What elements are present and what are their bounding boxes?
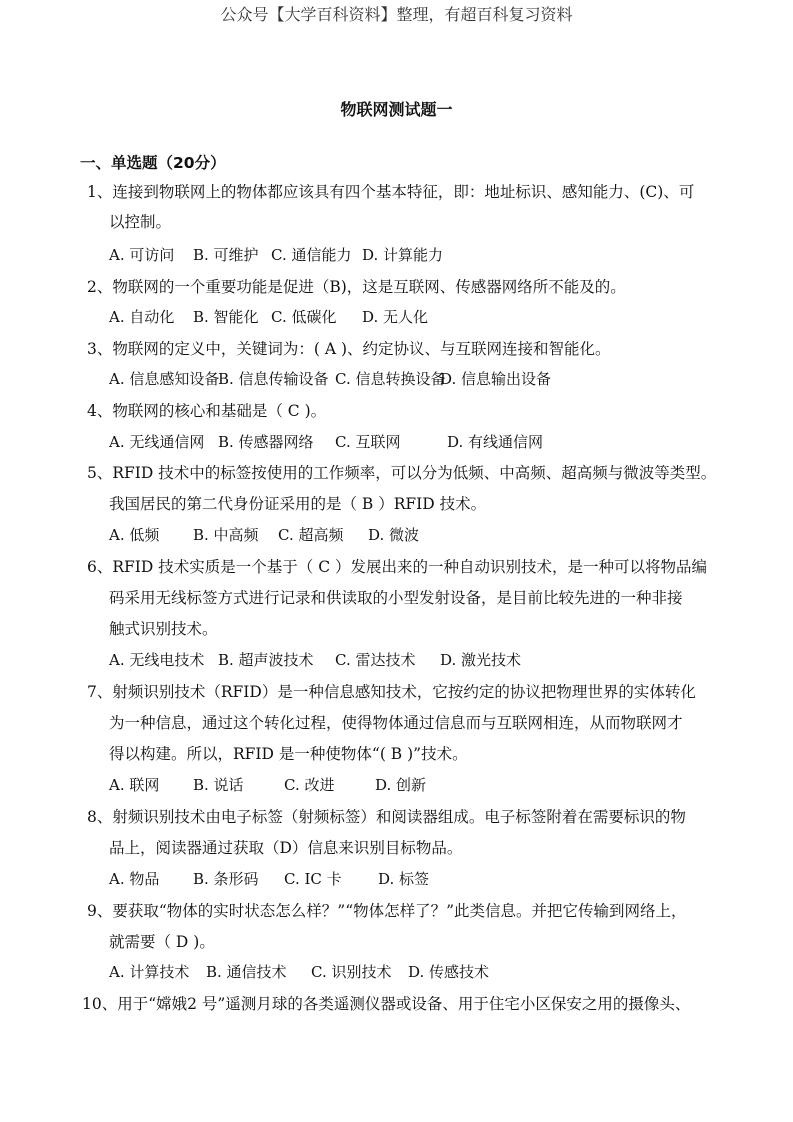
question-text-line: 就需要（ D )。: [109, 933, 215, 951]
question-text-line: 9、要获取“物体的实时状态怎么样？”“物体怎样了？”此类信息。并把它传输到网络上，: [87, 902, 687, 920]
option-c: C. 通信能力: [271, 246, 352, 264]
option-c: C. 信息转换设备: [335, 370, 446, 388]
question-text-line: 触式识别技术。: [109, 620, 218, 638]
option-a: A. 无线电技术: [109, 651, 205, 669]
question-text-line: 2、物联网的一个重要功能是促进（B)，这是互联网、传感器网络所不能及的。: [87, 278, 626, 296]
option-d: D. 有线通信网: [447, 433, 544, 451]
option-c: C. 识别技术: [311, 963, 392, 981]
option-a: A. 无线通信网: [109, 433, 205, 451]
question-text-line: 10、用于“嫦娥2 号”遥测月球的各类遥测仪器或设备、用于住宅小区保安之用的摄像头、: [82, 995, 691, 1013]
option-d: D. 微波: [368, 526, 420, 544]
option-b: B. 通信技术: [206, 963, 287, 981]
question-text-line: 1、连接到物联网上的物体都应该具有四个基本特征，即：地址标识、感知能力、(C)、可: [87, 183, 695, 201]
document-title: 物联网测试题一: [340, 100, 453, 119]
option-c: C. 低碳化: [271, 308, 337, 326]
option-d: D. 传感技术: [408, 963, 490, 981]
option-c: C. 雷达技术: [335, 651, 416, 669]
question-text-line: 我国居民的第二代身份证采用的是（ B ）RFID 技术。: [109, 495, 487, 513]
page-header-watermark: 公众号【大学百科资料】整理，有超百科复习资料: [220, 5, 573, 24]
question-text-line: 3、物联网的定义中，关键词为：( A )、约定协议、与互联网连接和智能化。: [87, 340, 611, 358]
option-a: A. 联网: [109, 776, 160, 794]
option-b: B. 信息传输设备: [218, 370, 329, 388]
question-text-line: 5、RFID 技术中的标签按使用的工作频率，可以分为低频、中高频、超高频与微波等类型。: [87, 464, 717, 482]
question-text-line: 6、RFID 技术实质是一个基于（ C ）发展出来的一种自动识别技术，是一种可以将物品编: [87, 558, 707, 576]
section-heading: 一、单选题（20分）: [80, 154, 226, 172]
option-c: C. 改进: [284, 776, 335, 794]
option-d: D. 标签: [378, 870, 430, 888]
option-b: B. 传感器网络: [218, 433, 314, 451]
question-text-line: 品上，阅读器通过获取（D）信息来识别目标物品。: [109, 839, 463, 857]
option-d: D. 信息输出设备: [440, 370, 552, 388]
option-d: D. 计算能力: [362, 246, 444, 264]
option-d: D. 无人化: [362, 308, 429, 326]
option-c: C. 互联网: [335, 433, 401, 451]
option-a: A. 可访问: [109, 246, 175, 264]
question-text-line: 7、射频识别技术（RFID）是一种信息感知技术，它按约定的协议把物理世界的实体转化: [87, 683, 696, 701]
option-b: B. 说话: [193, 776, 244, 794]
question-text-line: 为一种信息，通过这个转化过程，使得物体通过信息而与互联网相连，从而物联网才: [109, 714, 683, 732]
option-b: B. 超声波技术: [218, 651, 314, 669]
question-text-line: 8、射频识别技术由电子标签（射频标签）和阅读器组成。电子标签附着在需要标识的物: [87, 808, 686, 826]
option-a: A. 信息感知设备: [109, 370, 220, 388]
option-c: C. 超高频: [278, 526, 344, 544]
question-text-line: 以控制。: [109, 213, 172, 231]
question-text-line: 码采用无线标签方式进行记录和供读取的小型发射设备，是目前比较先进的一种非接: [109, 589, 683, 607]
option-b: B. 条形码: [193, 870, 259, 888]
option-b: B. 智能化: [193, 308, 259, 326]
option-b: B. 中高频: [193, 526, 259, 544]
question-text-line: 得以构建。所以，RFID 是一种使物体“( B )”技术。: [109, 745, 468, 763]
question-text-line: 4、物联网的核心和基础是（ C )。: [87, 402, 327, 420]
option-a: A. 自动化: [109, 308, 175, 326]
option-a: A. 物品: [109, 870, 160, 888]
option-c: C. IC 卡: [284, 870, 342, 888]
option-d: D. 创新: [375, 776, 427, 794]
option-a: A. 低频: [109, 526, 160, 544]
option-b: B. 可维护: [193, 246, 259, 264]
option-a: A. 计算技术: [109, 963, 190, 981]
option-d: D. 激光技术: [440, 651, 522, 669]
